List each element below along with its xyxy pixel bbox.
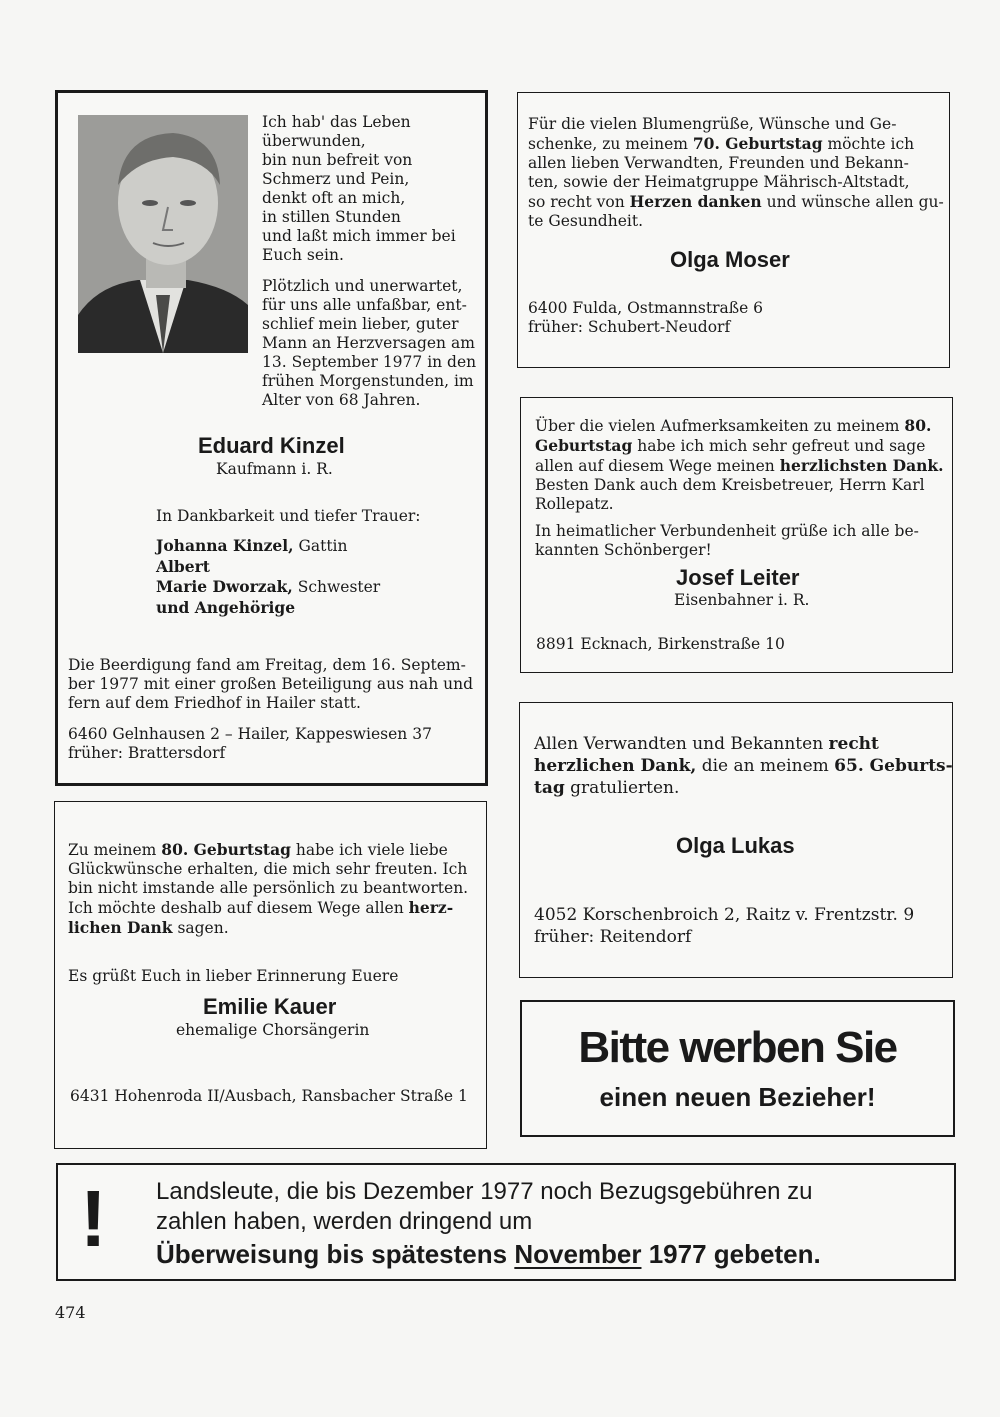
text-segment: te Gesundheit. [528, 212, 643, 230]
thanks-text [535, 416, 944, 514]
obituary-notice [55, 90, 488, 786]
bold-segment: herzlichsten Dank. [779, 456, 944, 475]
text-segment: die an meinem [696, 756, 835, 776]
text-segment: und wünsche allen gu- [761, 193, 944, 211]
text-segment: ten, sowie der Heimatgruppe Mährisch-Altstadt, [528, 173, 910, 191]
text-segment: Rollepatz. [535, 495, 614, 513]
sender-name: Josef Leiter [676, 565, 800, 590]
mourner-name: Johanna Kinzel, [156, 536, 294, 555]
text-line [535, 416, 944, 436]
text-segment: allen auf diesem Wege meinen [535, 457, 780, 475]
sender-name: Emilie Kauer [203, 994, 337, 1019]
text-segment: Für die vielen Blumengrüße, Wünsche und Ge- [528, 115, 897, 133]
text-segment: Ich möchte deshalb auf diesem Wege allen [68, 899, 409, 917]
text-segment: Allen Verwandten und Bekannten [534, 734, 829, 754]
address-line: 6400 Fulda, Ostmannstraße 6 [528, 299, 764, 317]
ad-subline: einen neuen Bezieher! [599, 1082, 876, 1112]
ad-headline: Bitte werben Sie [578, 1023, 897, 1072]
thanks-text [534, 733, 953, 799]
death-notice-line: Mann an Herzversagen am [262, 334, 475, 352]
death-notice-line: schlief mein lieber, guter [262, 315, 459, 333]
mourner-name: Marie Dworzak, [156, 577, 293, 596]
bold-segment: tag [534, 778, 565, 798]
notice-emphasis-part: 1977 gebeten. [641, 1239, 821, 1269]
notice-line: Landsleute, die bis Dezember 1977 noch Bezugsgebühren zu [156, 1178, 813, 1205]
thanks-notice-leiter [520, 397, 953, 673]
sender-name: Olga Lukas [676, 833, 795, 858]
mourner-item [156, 557, 380, 578]
address-line: früher: Reitendorf [534, 927, 692, 947]
mourners-list [156, 536, 380, 618]
poem-line: Euch sein. [262, 246, 344, 264]
funeral-line: fern auf dem Friedhof in Hailer statt. [68, 694, 361, 712]
poem-line: denkt oft an mich, [262, 189, 406, 207]
poem-line: in stillen Stunden [262, 208, 401, 226]
text-line [68, 898, 468, 918]
notice-line: zahlen haben, werden dringend um [156, 1208, 533, 1235]
text-segment: allen lieben Verwandten, Freunden und Bekann- [528, 154, 909, 172]
notice-emphasis-part: Überweisung bis spätestens [156, 1239, 515, 1269]
text-line [534, 777, 953, 799]
greeting: Es grüßt Euch in lieber Erinnerung Euere [68, 967, 399, 985]
poem-line: überwunden, [262, 132, 366, 150]
bold-segment: lichen Dank [68, 918, 173, 937]
text-segment: Besten Dank auch dem Kreisbetreuer, Herrn Karl [535, 476, 925, 494]
text-segment: sagen. [172, 919, 229, 937]
text-line [528, 154, 944, 173]
thanks-text [68, 840, 468, 938]
text-line [534, 755, 953, 777]
poem-line: bin nun befreit von [262, 151, 413, 169]
address-line: früher: Schubert-Neudorf [528, 318, 731, 336]
poem-line: Schmerz und Pein, [262, 170, 410, 188]
text-segment: Zu meinem [68, 841, 162, 859]
thanks-text [528, 115, 944, 231]
payment-notice [56, 1163, 956, 1281]
text-segment: habe ich viele liebe [290, 841, 448, 859]
text-segment: Über die vielen Aufmerksamkeiten zu meinem [535, 417, 905, 435]
address-line: 4052 Korschenbroich 2, Raitz v. Frentzstr. 9 [534, 905, 915, 925]
death-notice-line: Alter von 68 Jahren. [262, 391, 421, 409]
bold-segment: 80. Geburtstag [161, 840, 291, 859]
bold-segment: Geburtstag [535, 436, 633, 455]
text-line [528, 134, 944, 154]
mourner-item [156, 536, 380, 557]
thanks-notice-kauer [54, 801, 487, 1149]
text-segment: gratulierten. [564, 778, 680, 798]
bold-segment: Herzen danken [629, 192, 762, 211]
text-line [528, 192, 944, 212]
text-line [68, 918, 468, 938]
greeting [535, 522, 919, 560]
bold-segment: 80. [904, 416, 932, 435]
text-line [535, 476, 944, 495]
death-notice-line: Plötzlich und unerwartet, [262, 277, 463, 295]
sender-occupation: Eisenbahner i. R. [674, 591, 810, 609]
death-notice-line: 13. September 1977 in den [262, 353, 477, 371]
mourner-relation: Schwester [292, 578, 381, 596]
sender-occupation: ehemalige Chorsängerin [176, 1021, 370, 1039]
text-line [68, 840, 468, 860]
poem-line: und laßt mich immer bei [262, 227, 456, 245]
page-number: 474 [55, 1303, 86, 1322]
text-line [528, 173, 944, 192]
exclamation-icon: ! [80, 1174, 107, 1263]
death-notice [262, 277, 476, 410]
deceased-name: Eduard Kinzel [198, 433, 345, 458]
address-line: 6460 Gelnhausen 2 – Hailer, Kappeswiesen 37 [68, 725, 432, 743]
deceased-occupation: Kaufmann i. R. [216, 460, 333, 478]
greeting-line: In heimatlicher Verbundenheit grüße ich alle be- [535, 522, 919, 540]
portrait-image [78, 115, 248, 353]
mourner-item [156, 577, 380, 598]
text-segment: bin nicht imstande alle persönlich zu beantworten. [68, 879, 469, 897]
notice-deadline-month: November [514, 1239, 642, 1269]
text-segment: möchte ich [822, 135, 915, 153]
text-line [68, 860, 468, 879]
thanks-notice-moser [517, 92, 950, 368]
address-line: früher: Brattersdorf [68, 744, 226, 762]
mourner-relation: Gattin [293, 537, 348, 555]
funeral-line: Die Beerdigung fand am Freitag, dem 16. Septem- [68, 656, 466, 674]
text-line [528, 212, 944, 231]
address [534, 904, 914, 948]
portrait-photo [78, 115, 248, 353]
subscriber-ad [520, 1000, 955, 1137]
greeting-line: kannten Schönberger! [535, 541, 712, 559]
text-segment: Glückwünsche erhalten, die mich sehr freuten. Ich [68, 860, 468, 878]
text-segment: habe ich mich sehr gefreut und sage [632, 437, 926, 455]
thanks-notice-lukas [519, 702, 953, 978]
sender-name: Olga Moser [670, 247, 790, 272]
notice-text [156, 1177, 821, 1271]
notice-emphasis-line [156, 1237, 821, 1271]
text-line [68, 879, 468, 898]
bold-segment: herz- [408, 898, 454, 917]
funeral-info [68, 656, 473, 713]
text-segment: schenke, zu meinem [528, 135, 693, 153]
funeral-line: ber 1977 mit einer großen Beteiligung aus nah und [68, 675, 474, 693]
address: 8891 Ecknach, Birkenstraße 10 [536, 635, 785, 653]
death-notice-line: für uns alle unfaßbar, ent- [262, 296, 467, 314]
text-line [528, 115, 944, 134]
bold-segment: recht [828, 734, 879, 754]
poem [262, 113, 456, 265]
mourner-name: und Angehörige [156, 597, 296, 617]
text-line [535, 436, 944, 456]
mourner-name: Albert [156, 556, 210, 576]
bold-segment: 65. Geburts- [834, 756, 953, 776]
text-segment: so recht von [528, 193, 630, 211]
bold-segment: 70. Geburtstag [692, 134, 823, 153]
poem-line: Ich hab' das Leben [262, 113, 411, 131]
text-line [534, 733, 953, 755]
gratitude-line: In Dankbarkeit und tiefer Trauer: [156, 507, 421, 525]
mourner-item [156, 598, 380, 619]
bold-segment: herzlichen Dank, [534, 756, 697, 776]
text-line [535, 495, 944, 514]
address [528, 299, 763, 337]
text-line [535, 456, 944, 476]
address [68, 725, 432, 763]
death-notice-line: frühen Morgenstunden, im [262, 372, 474, 390]
address: 6431 Hohenroda II/Ausbach, Ransbacher Straße 1 [70, 1087, 468, 1105]
